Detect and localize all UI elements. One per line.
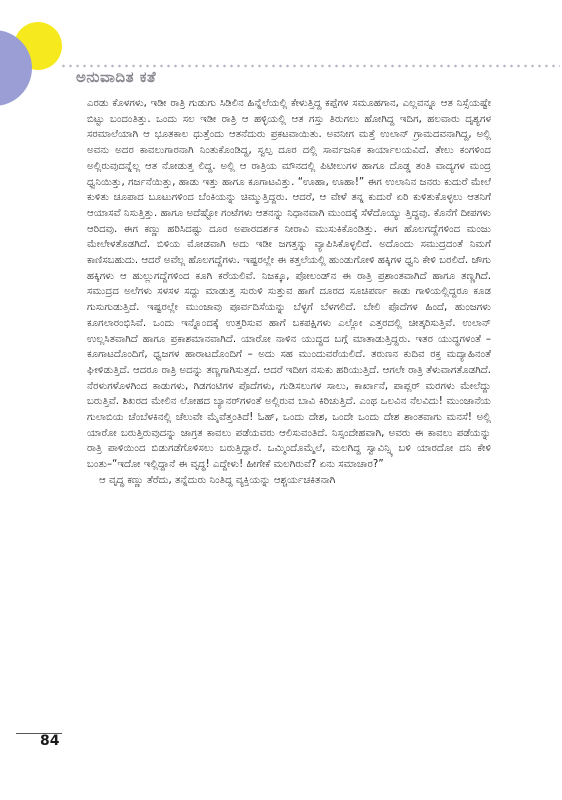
article-body bbox=[87, 96, 491, 489]
article-paragraph: ಎರಡು ಕೊಳಗಳು, ಇಡೀ ರಾತ್ರಿ ಗುಡುಗು ಸಿಡಿಲಿನ ಹಿನ್ನೆಲೆಯಲ್ಲಿ ಕೇಳುತ್ತಿದ್ದ ಕಪ್ಪೆಗಳ ಸಮೂಹಗಾನ, ಎಲ್ಲವನ್ನೂ ಆತ ನಿಸ್ಸೆಯಷ್ಟೇ ಬಿಟ್ಟು ಬಂದಂತಿತ್ತು. ಒಂದು ಸಲ ಇಡೀ ರಾತ್ರಿ ಆ ಹಳ್ಳಿಯಲ್ಲಿ ಆತ ಗಸ್ತು ತಿರುಗಲು ಹೋಗಿದ್ದ ಇದಿಗ, ಹಲವಾರು ದೃಶ್ಯಗಳ ಸರಮಾಲೆಯಾಗಿ ಆ ಭೂತಕಾಲ ಧುತ್ತೆಂದು ಆತನೆದುರು ಪ್ರಕಟವಾಯಿತು. ಅವನೀಗ ಮತ್ತೆ ಉಲಾನ್ ಗ್ರಾಮದವನಾಗಿದ್ದ, ಅಲ್ಲಿ ಅವನು ಅದರ ಕಾವಲುಗಾರನಾಗಿ ನಿಂತುಕೊಂಡಿದ್ದ, ಸ್ವಲ್ಪ ದೂರ ದಲ್ಲಿ ಸಾರ್ವಜನಿಕ ಕಾರ್ಯಾಲಯವಿದೆ. ತೇಲು ಕಂಗಳಿಂದ ಅಲ್ಲಿರುವುದನ್ನೆಲ್ಲ ಆತ ನೋಡುತ್ತ ಲಿದ್ದ. ಅಲ್ಲಿ ಆ ರಾತ್ರಿಯ ಮೌನದಲ್ಲಿ ಪಿಟೀಲುಗಳ ಹಾಗೂ ದೊಡ್ಡ ತಂತಿ ವಾದ್ಯಗಳ ಮಂದ್ರ ಧ್ವನಿಯಿತ್ತು, ಗರ್ಜನೆಯಿತ್ತು, ಹಾಡು ಇತ್ತು ಹಾಗೂ ಕೂಗಾಟವಿತ್ತು. “ಊಹಾ, ಊಹಾ!” ಈಗ ಉಲಾನಿನ ಜನರು ಕುದುರೆ ಮೇಲೆ ಕುಳಿತು ಚೂಪಾದ ಬೂಟುಗಳಿಂದ ಬೆಂಕಿಯನ್ನು ಚಿಮ್ಮುತ್ತಿದ್ದರು. ಆದರೆ, ಆ ವೇಳೆ ತನ್ನ ಕುದುರೆ ಏರಿ ಕುಳಿತುಕೊಳ್ಳಲು ಆತನಿಗೆ ಆಯಾಸವೆ ನಿಸುತ್ತಿತ್ತು. ಹಾಗೂ ಅದೆಷ್ಟೋ ಗಂಟೆಗಳು ಆತನನ್ನು ನಿಧಾನವಾಗಿ ಮುಂದಕ್ಕೆ ಸೆಳೆದೊಯ್ಯು ತ್ತಿದ್ದವು. ಕೊನೆಗೆ ದೀಪಗಳು ಆರಿದವು. ಈಗ ಕಣ್ಣು ಹರಿಸಿದಷ್ಟು ದೂರ ಅಪಾರದರ್ಶಕ ನೀರಾವಿ ಮುಸುಕಿಕೊಂಡಿತ್ತು. ಈಗ ಹೊಲಗದ್ದೆಗಳಿಂದ ಮಂಜು ಮೇಲೇಳತೊಡಗಿದೆ. ಬಿಳಿಯ ಮೋಡವಾಗಿ ಅದು ಇಡೀ ಜಗತ್ತನ್ನು ವ್ಯಾಪಿಸಿಕೊಳ್ಳಲಿದೆ. ಅದೊಂದು ಸಮುದ್ರದಂತೆ ನಿಮಗೆ ಕಾಣಿಸಬಹುದು. ಆದರೆ ಅವೆಲ್ಲ ಹೊಲಗದ್ದೆಗಳು. ಇಷ್ಟರಲ್ಲೇ ಈ ಕತ್ತಲೆಯಲ್ಲಿ ಹುಂಡುಗೋಳಿ ಹಕ್ಕಿಗಳ ಧ್ವನಿ ಕೇಳಿ ಬರಲಿದೆ. ಜೌಗು ಹಕ್ಕಿಗಳು ಆ ಹುಲ್ಲುಗದ್ದೆಗಳಿಂದ ಕೂಗಿ ಕರೆಯಲಿವೆ. ನಿಜಕ್ಕೂ, ಪೋಲಂಡ್‌ನ ಈ ರಾತ್ರಿ ಪ್ರಶಾಂತವಾಗಿದೆ ಹಾಗೂ ತಣ್ಣಗಿದೆ. ಸಮುದ್ರದ ಅಲೆಗಳು ಸಳಸಳ ಸದ್ದು ಮಾಡುತ್ತ ಸುರುಳಿ ಸುತ್ತುವ ಹಾಗೆ ದೂರದ ಸೂಚಿಪರ್ಣ ಕಾಡು ಗಾಳಿಯಲ್ಲಿದ್ದರೂ ಕೂಡ ಗುಸುಗುಡುತ್ತಿದೆ. ಇಷ್ಟರಲ್ಲೇ ಮುಂಜಾವು ಪೂರ್ವದಿಸೆಯನ್ನು ಬೆಳ್ಳಗೆ ಬೆಳಗಲಿದೆ. ಬೇಲಿ ಪೊದೆಗಳ ಹಿಂದೆ, ಹುಂಜಗಳು ಕೂಗಲಾರಂಭಿಸಿವೆ. ಒಂದು ಇನ್ನೊಂದಕ್ಕೆ ಉತ್ತರಿಸುವ ಹಾಗೆ ಬಕಪಕ್ಷಿಗಳು ಎಲ್ಲೋ ಎತ್ತರದಲ್ಲಿ ಚೀತ್ಕರಿಸುತ್ತಿವೆ. ಉಲಾನ್ ಉಲ್ಲಸಿತವಾಗಿದೆ ಹಾಗೂ ಪ್ರಕಾಶಮಾನವಾಗಿದೆ. ಯಾರೋ ನಾಳಿನ ಯುದ್ಧದ ಬಗ್ಗೆ ಮಾತಾಡುತ್ತಿದ್ದರು. ಇತರ ಯುದ್ಧಗಳಂತೆ – ಕೂಗಾಟದೊಂದಿಗೆ, ಧ್ವಜಗಳ ಹಾರಾಟದೊಂದಿಗೆ – ಅದು ಸಹ ಮುಂದುವರೆಯಲಿದೆ. ತರುಣನ ಕುದಿವ ರಕ್ತ ಮದ್ಯಾಹಿನಂತೆ ಘೀಳಿಡುತ್ತಿದೆ. ಆದರೂ ರಾತ್ರಿ ಅದನ್ನು ತಣ್ಣಗಾಗಿಸುತ್ತದೆ. ಆದರೆ ಇದೀಗ ನಸುಕು ಹರಿಯುತ್ತಿದೆ. ಆಗಲೇ ರಾತ್ರಿ ತೆಳುವಾಗತೊಡಗಿದೆ. ನೆರಳುಗಳೊಳಗಿಂದ ಕಾಡುಗಳು, ಗಿಡಗಂಟಿಗಳ ಪೊದೆಗಳು, ಗುಡಿಸಲುಗಳ ಸಾಲು, ಕಾರ್ಖಾನೆ, ಪಾಪ್ಲರ್ ಮರಗಳು ಮೇಲೆದ್ದು ಬರುತ್ತಿವೆ. ಶಿಖರದ ಮೇಲಿನ ಲೋಹದ ಬ್ಯಾನರ್‌ಗಳಂತೆ ಅಲ್ಲಿರುವ ಬಾವಿ ಕಿರಿಚುತ್ತಿದೆ. ಎಂಥ ಒಲವಿನ ನೆಲವಿದು! ಮುಂಜಾನೆಯ ಗುಲಾಬಿಯ ಚೆಂಬೆಳಕಿನಲ್ಲಿ ಚೆಲುವೇ ಮೈವೆತ್ತಂತಿದೆ! ಓಹ್, ಒಂದು ದೇಶ, ಒಂದೇ ಒಂದು ದೇಶ ಶಾಂತವಾಗು ಮನಸೆ! ಅಲ್ಲಿ ಯಾರೋ ಬರುತ್ತಿರುವುದನ್ನು ಜಾಗ್ರತ ಕಾವಲು ಪಡೆಯವರು ಆಲಿಸುವಂತಿದೆ. ನಿಸ್ಸಂದೇಹವಾಗಿ, ಅವರು ಈ ಕಾವಲು ಪಡೆಯನ್ನು ರಾತ್ರಿ ಪಾಳಿಯಿಂದ ಬಿಡುಗಡೆಗೊಳಿಸಲು ಬರುತ್ತಿದ್ದಾರೆ. ಒಮ್ಮಿಂದೊಮ್ಮೆಲೆ, ಮಲಗಿದ್ದ ಸ್ವಾವಿನ್ಸ್ಕಿ ಬಳಿ ಯಾರದೋ ದನಿ ಕೇಳಿ ಬಂತು–“ಇದೋ ಇಲ್ಲಿದ್ದಾನೆ ಈ ವೃದ್ಧ! ಎದ್ದೇಳು! ಹೀಗೇಕೆ ಮಲಗಿರುವೆ? ಏನು ಸಮಾಚಾರ?” bbox=[87, 98, 491, 471]
section-title: ಅನುವಾದಿತ ಕತೆ bbox=[76, 68, 157, 86]
article-paragraph: ಆ ವೃದ್ಧ ಕಣ್ಣು ತೆರೆದು, ತನ್ನೆದುರು ನಿಂತಿದ್ದ ವ್ಯಕ್ತಿಯನ್ನು ಆಶ್ಚರ್ಯಚಕಿತನಾಗಿ bbox=[99, 474, 336, 486]
page-number: 84 bbox=[40, 733, 60, 749]
